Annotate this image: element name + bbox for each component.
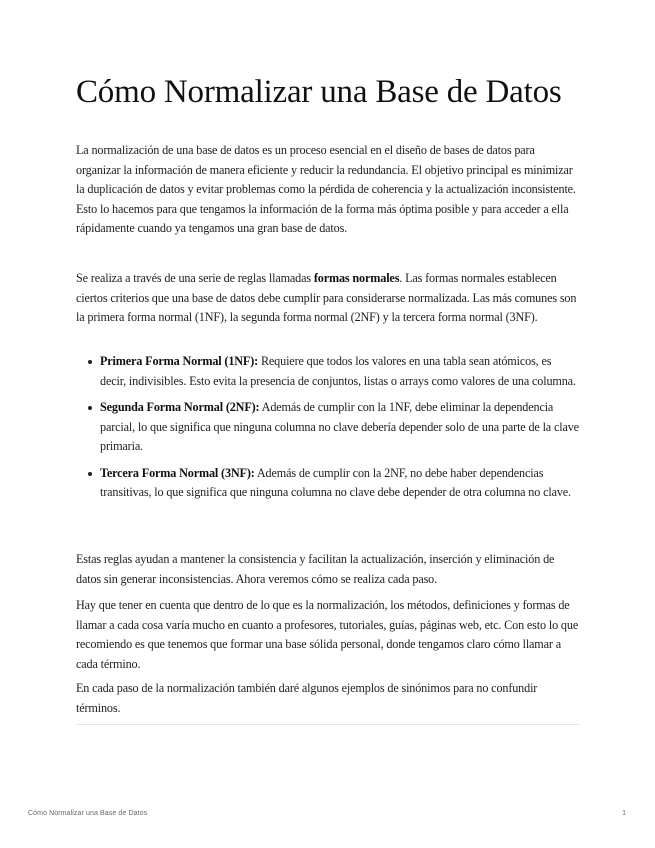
- divider: [76, 724, 579, 725]
- list-item: [76, 352, 579, 391]
- bullet-icon: [88, 472, 92, 476]
- forms-paragraph-before: Se realiza a través de una serie de reglas llamadas: [76, 271, 314, 285]
- list-item: [76, 398, 579, 457]
- forms-paragraph-after: . Las formas normales establecen ciertos criterios que una base de datos debe cumplir para considerarse normalizada. Las más comunes son la primera forma normal (1NF), la segunda forma normal (2NF) y la tercera forma normal (3NF).: [76, 271, 577, 324]
- bullet-icon: [88, 360, 92, 364]
- rule-name: Primera Forma Normal (1NF):: [100, 354, 259, 368]
- rule-text: Además de cumplir con la 2NF, no debe haber dependencias transitivas, lo que significa que ninguna columna no clave debe depender de otra columna no clave.: [100, 465, 571, 499]
- naming-paragraph: Hay que tener en cuenta que dentro de lo que es la normalización, los métodos, definiciones y formas de llamar a cada cosa varía mucho en cuanto a profesores, tutoriales, guías, páginas web, etc. Con esto lo que recomiendo es que tenemos que formar una base sólida personal, donde tengamos claro cómo llamar a cada término.: [76, 598, 579, 671]
- rule-name: Tercera Forma Normal (3NF):: [100, 465, 255, 480]
- rules-help-paragraph: Estas reglas ayudan a mantener la consistencia y facilitan la actualización, inserción y eliminación de datos sin generar inconsistencias. Ahora veremos cómo se realiza cada paso.: [76, 552, 555, 586]
- bullet-icon: [88, 406, 92, 410]
- page-number: 1: [622, 810, 626, 817]
- rule-name: Segunda Forma Normal (2NF):: [100, 400, 260, 414]
- synonyms-paragraph: En cada paso de la normalización también daré algunos ejemplos de sinónimos para no confundir términos.: [76, 681, 538, 715]
- rule-text: Requiere que todos los valores en una tabla sean atómicos, es decir, indivisibles. Esto evita la presencia de conjuntos, listas o arrays como valores de una columna.: [100, 354, 576, 388]
- normal-forms-list: [76, 352, 579, 510]
- forms-paragraph-bold: formas normales: [313, 271, 400, 285]
- document-title: Cómo Normalizar una Base de Datos: [76, 74, 562, 110]
- intro-paragraph: La normalización de una base de datos es un proceso esencial en el diseño de bases de datos para organizar la información de manera eficiente y reducir la redundancia. El objetivo principal es minimizar la duplicación de datos y evitar problemas como la pérdida de coherencia y la actualización inconsistente. Esto lo hacemos para que tengamos la información de la forma más óptima posible y para acceder a ella rápidamente cuando ya tengamos una gran base de datos.: [76, 143, 576, 235]
- forms-paragraph: [76, 269, 579, 328]
- list-item: [76, 464, 579, 503]
- rule-text: Además de cumplir con la 1NF, debe eliminar la dependencia parcial, lo que significa que ninguna columna no clave debería depender solo de una parte de la clave primaria.: [100, 400, 579, 453]
- footer-title: Cómo Normalizar una Base de Datos: [28, 810, 148, 817]
